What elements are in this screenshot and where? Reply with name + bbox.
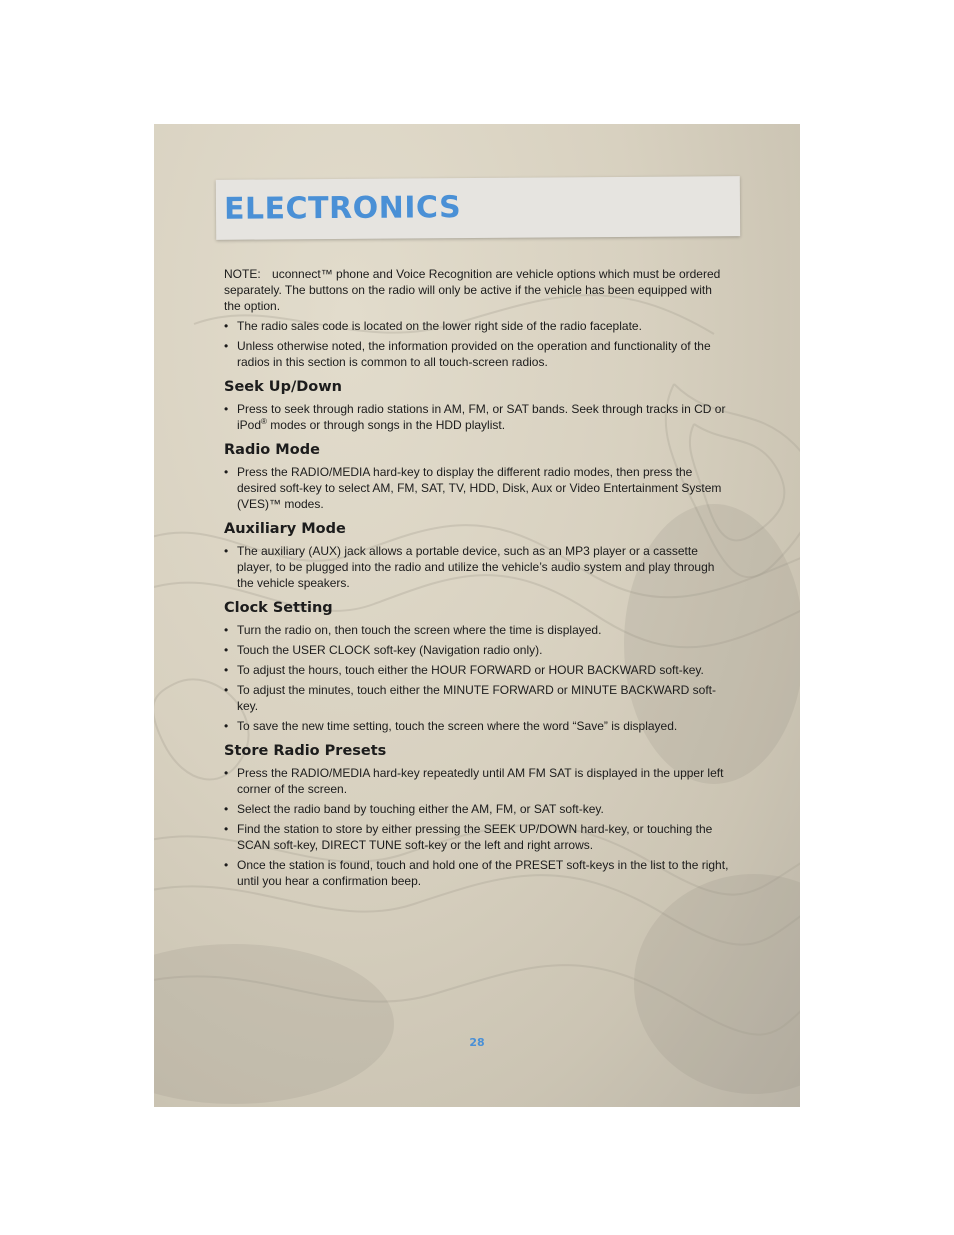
- intro-bullet-list: [224, 318, 730, 370]
- note-label: NOTE:: [224, 267, 261, 281]
- page-content: [224, 266, 730, 893]
- list-item: • Touch the USER CLOCK soft-key (Navigation radio only).: [224, 642, 730, 658]
- seek-bullet-list: [224, 401, 730, 433]
- list-item: • Unless otherwise noted, the information provided on the operation and functionality of the radios in this section is common to all touch-screen radios.: [224, 338, 730, 370]
- clock-bullet-list: [224, 622, 730, 734]
- radio-mode-bullet-list: [224, 464, 730, 512]
- list-item: • The radio sales code is located on the lower right side of the radio faceplate.: [224, 318, 730, 334]
- heading-auxiliary-mode: Auxiliary Mode: [224, 521, 346, 537]
- list-item: • Turn the radio on, then touch the screen where the time is displayed.: [224, 622, 730, 638]
- list-item: • Select the radio band by touching either the AM, FM, or SAT soft-key.: [224, 801, 730, 817]
- heading-store-radio-presets: Store Radio Presets: [224, 743, 387, 759]
- list-item: [224, 401, 730, 433]
- auxiliary-bullet-list: [224, 543, 730, 591]
- registered-mark: ®: [261, 417, 267, 426]
- list-item-text: modes or through songs in the HDD playlist.: [266, 418, 506, 432]
- list-item: • Press the RADIO/MEDIA hard-key to display the different radio modes, then press the desired soft-key to select AM, FM, SAT, TV, HDD, Disk, Aux or Video Entertainment System (VES)™ modes.: [224, 464, 730, 512]
- note-paragraph: [224, 266, 730, 314]
- page-number: 28: [469, 1036, 485, 1049]
- list-item: • Find the station to store by either pressing the SEEK UP/DOWN hard-key, or touching the SCAN soft-key, DIRECT TUNE soft-key or the left and right arrows.: [224, 821, 730, 853]
- list-item: • To adjust the minutes, touch either the MINUTE FORWARD or MINUTE BACKWARD soft-key.: [224, 682, 730, 714]
- list-item: • Press the RADIO/MEDIA hard-key repeatedly until AM FM SAT is displayed in the upper left corner of the screen.: [224, 765, 730, 797]
- note-text: uconnect™ phone and Voice Recognition are vehicle options which must be ordered separately. The buttons on the radio will only be active if the vehicle has been equipped with the option.: [224, 267, 721, 313]
- manual-page: [154, 124, 800, 1107]
- heading-radio-mode: Radio Mode: [224, 442, 320, 458]
- heading-clock-setting: Clock Setting: [224, 600, 333, 616]
- list-item: • The auxiliary (AUX) jack allows a portable device, such as an MP3 player or a cassette player, to be plugged into the radio and utilize the vehicle’s audio system and play through the vehicle speakers.: [224, 543, 730, 591]
- presets-bullet-list: [224, 765, 730, 889]
- list-item: • To adjust the hours, touch either the HOUR FORWARD or HOUR BACKWARD soft-key.: [224, 662, 730, 678]
- section-title: ELECTRONICS: [223, 190, 462, 227]
- list-item: • Once the station is found, touch and hold one of the PRESET soft-keys in the list to the right, until you hear a confirmation beep.: [224, 857, 730, 889]
- list-item-text: Press to seek through radio stations in AM, FM, or SAT bands. Seek through tracks in CD or iPod: [237, 402, 726, 432]
- heading-seek-up-down: Seek Up/Down: [224, 379, 342, 395]
- section-banner: [216, 176, 740, 240]
- list-item: • To save the new time setting, touch the screen where the word “Save” is displayed.: [224, 718, 730, 734]
